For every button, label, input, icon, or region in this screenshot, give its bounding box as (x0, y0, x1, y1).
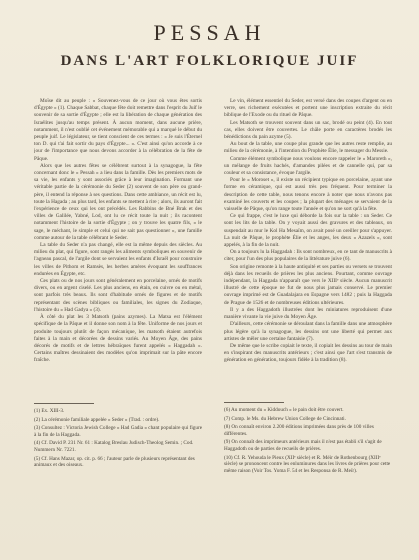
footnote-divider-right (224, 402, 284, 403)
article-title: PESSAH (153, 20, 266, 45)
footnote: (10) Cf. R. Yehouda le Pieux (XIIᵉ siècle) et R. Méir de Rothenbourg (XIIIᵉ siècle) se prononcent contre les enluminures dans les livres de prières pour cette même raison (Voir Tos. Yoma F. 54 et les Responsa de R. Meïr). (224, 454, 391, 474)
paragraph: Les Matsoth se trouvent souvent dans un sac, brodé ou peint (4). En tout cas, elles doivent être couvertes. Le châle porte en caractères brodés les bénédictions du pain azyme (5). (224, 119, 392, 141)
footnote: (8) On connaît environ 2.200 éditions imprimées dans près de 100 villes différentes. (224, 424, 374, 437)
text-column-left (34, 98, 202, 398)
paragraph: Ces plats ou de nos jours sont généralement en porcelaine, ornés de motifs divers, ou en argent ciselé. Les plus anciens, en étain, en cuivre ou en métal, sont parfois très beaux. Ils sont d'habitude ornés de figures et de motifs représentant des scènes bibliques ou familiales, les signes du Zodiaque, l'histoire du « Had Gadya » (3). (34, 278, 202, 313)
footnote: (6) Au moment du « Kiddouch » le pain doit être couvert. (224, 407, 344, 413)
footnote: (3) Consultez : Victoria Jewish College « Had Gadia » chant populaire qui figure à la fin de la Haggada. (34, 425, 202, 438)
paragraph: La table du Seder n'a pas changé, elle est la même depuis des siècles. Au milieu du plat, qui figure, sont rangés les aliments symboliques en souvenir de l'agneau pascal, de l'argile dont se servaient les enfants d'Israël pour construire les villes de Pithom et Ramsès, les herbes amères évoquant les souffrances endurées en Égypte, etc. (34, 242, 202, 277)
paragraph: Moïse dit au peuple : « Souvenez-vous de ce jour où vous êtes sortis d'Égypte » (1). Chaque Sabbat, chaque fête doit remettre dans l'esprit du Juif le souvenir de sa sortie d'Égypte ; elle est la libération de chaque génération des Israélites jusqu'au temps présent. À aucun moment, dans aucune prière, notamment, il n'est oublié cet événement mémorable qui a marqué le début du peuple juif. Le législateur, se tient conscient de ces termes : « Je suis l'Éternel ton D. qui t'ai fait sortir du pays d'Égypte... ». C'est ainsi qu'on accorde à ce jour de l'importance que nous devons accorder à la célébration de la fête de Pâque. (34, 98, 202, 162)
footnote: (5) Cf. Hans Mazar, op. cit. p. 66 ; l'auteur parle de plusieurs représentant des animaux et des oiseaux. (34, 455, 195, 469)
paragraph: D'ailleurs, cette cérémonie se déroulant dans la famille dans une atmosphère plus légère qu'à la synagogue, les dessins ont une liberté qui permet aux artistes de mêler une certaine fantaisie (7). (224, 321, 392, 342)
paragraph: Comme élément symbolique nous voulons encore rappeler le « Maroreth », un mélange de fruits hachés, d'amandes pilées et de cannelle qui, par sa couleur et sa consistance, évoque l'argile. (224, 155, 392, 177)
paragraph: On a toujours lu la Haggadah : Ils sont nombreux, en ce tant de manuscrits à citer, pour l'un des plus populaires de la littérature juive (6). (224, 249, 392, 263)
article-subtitle: DANS L'ART FOLKLORIQUE JUIF (60, 53, 359, 69)
paragraph: Au bout de la table, une coupe plus grande que les autres reste remplie, au milieu de la cérémonie, à l'intention du Prophète Élie, le messager du Messie. (224, 141, 392, 155)
paragraph: Ce qui frappe, c'est le luxe qui déborde la fois sur la table : un Seder. Ce sont les lits de la table. On y voyait aussi des gravures et des tableaux, on suspendait au mur le Kol Ha Mesaïm, on avait posé un oreiller pour s'appuyer. La nuit de Pâque, le prophète Élie et les anges, les deux « Azazels », sont appelés, à la fin de la nuit. (224, 213, 392, 249)
footnote: (1) Ex. XIII-3. (34, 408, 65, 414)
footnote: (7) Comp. le Ms. du Hebrew Union College de Cincinnati. (224, 415, 346, 422)
paragraph: De même que le scribe copiait le texte, il copiait les dessins au tour de main en s'inspirant des manuscrits antérieurs ; c'est ainsi que l'art s'est transmis de génération en génération, toujours fidèle à la tradition (8). (224, 342, 392, 364)
footnote: (4) Cf. David P. 231 Nr. 61 : Katalog Breslau Judisch-Theolog Semin. ; Cod. Nummern Nr. 7221. (34, 440, 194, 453)
paragraph: Alors que les autres fêtes se célèbrent surtout à la synagogue, la fête concernant donc le « Pessah » a lieu dans la famille. Dès les premiers mots de sa vie, les enfants y sont associés grâce à leur imagination. Formant une véritable partie de la cérémonie du Seder (2) souvent de son père ou grand-père, il entend la réponse à ses questions. Dans cette ambiance, un récit est lu, toute la Hagada ; au plus tard, les enfants se mettent à rire ; alors, ils auront fait l'expérience de ceux qui les ont précédés. Les Rabbins de Bné Brak et des villes de Galilée, Yabné, Lod, ont lu ce récit toute la nuit ; ils racontent notamment l'histoire de la sortie d'Égypte ; on y trouve les quatre fils, « le sage, le méchant, le simple et celui qui ne sait pas questionner », une famille comme autour de la table célébrant le Seder. (34, 162, 202, 241)
paragraph: À côté du plat les 3 Matsoth (pains azymes). La Matsa est l'élément spécifique de la Pâque et il donne son nom à la fête. Uniforme de nos jours et produite toujours plutôt de façon mécanique, les matsoth étaient autrefois faites à la main et décorées de dessins variés. Au Moyen Âge, des pains décorés de motifs et de lettres hébraïques furent appelés « Haggadah ». Certains maîtres dessinaient des modèles qu'on imprimait sur la pâte encore fraîche. (34, 314, 202, 364)
paragraph: Il y a des Haggadoth illustrées dont les miniatures reproduisent d'une manière vivante la vie juive du Moyen Âge. (224, 306, 392, 321)
footnotes-right (224, 407, 392, 476)
text-column-right (224, 98, 392, 398)
paragraph: Pour le « Moroset », il existe un récipient typique en porcelaine, ayant une forme en céramique, qui est aussi très peu fréquent. Pour terminer la description de cette table, nous tenons encore à noter que nous n'avons pas examiné les couverts et les coupes ; la plupart des ménages se servaient de la vaisselle de Pâque, qu'on range toute l'année et qu'on ne sort qu'à la fête. (224, 177, 392, 213)
footnote: (9) On connaît des imprimeurs antérieurs mais il n'est pas établi s'il s'agit de Haggadoth ou de parties de recueils de prières. (224, 439, 382, 452)
footnote-divider-left (34, 403, 94, 404)
paragraph: Son origine remonte à la haute antiquité et ses parties ou versets se trouvent déjà dans les recueils de prières les plus anciens. Pourtant, comme ouvrage indépendant, la Haggada n'apparaît que vers le XIIIᵉ siècle. Aucun manuscrit illustré de cette époque ne fut de nous plus jamais conservé. Le premier ouvrage imprimé est de Guadalajara en Espagne vers 1482 ; puis la Haggada de Prague de 1526 et de nombreuses éditions ultérieures. (224, 263, 392, 306)
footnotes-left (34, 408, 202, 471)
paragraph: Le vin, élément essentiel du Seder, est versé dans des coupes d'argent ou en verre, ses richement exécutées et portent une inscription extraite du récit biblique de l'Exode ou du rituel de Pâque. (224, 98, 392, 119)
footnote: (2) La cérémonie familiale appelée « Seder » (Trad. : ordre). (34, 416, 160, 423)
